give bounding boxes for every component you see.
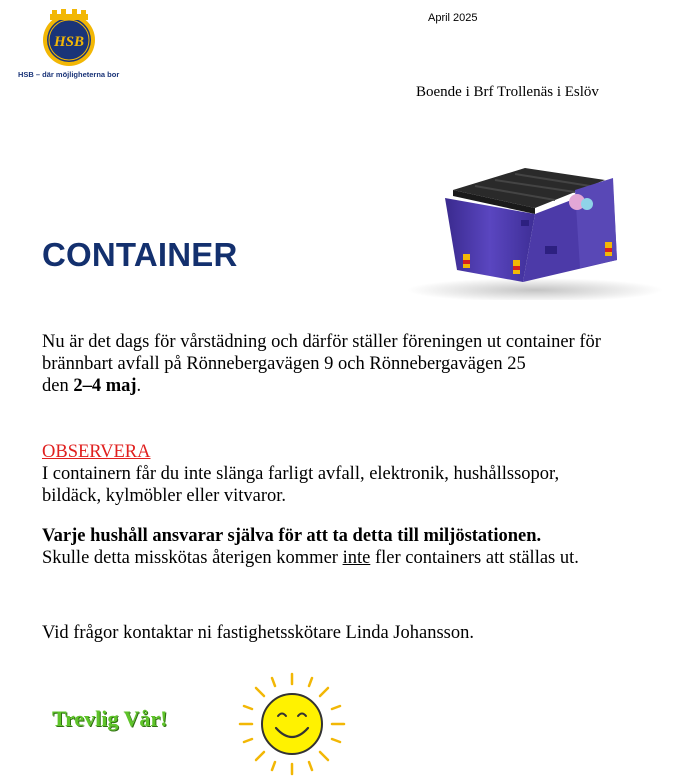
warning-suffix: fler containers att ställas ut. (370, 548, 579, 568)
intro-line-3-prefix: den (42, 376, 74, 396)
observera-line-2: bildäck, kylmöbler eller vitvaror. (42, 486, 287, 506)
responsibility-statement: Varje hushåll ansvarar själva för att ta detta till miljöstationen. (42, 526, 542, 546)
intro-paragraph (42, 331, 601, 397)
responsibility-section (42, 525, 579, 569)
intro-line-3-suffix: . (136, 376, 142, 396)
closing-greeting: Trevlig Vår! (52, 706, 168, 731)
warning-emphasis: inte (342, 548, 371, 568)
hsb-logo-icon (40, 8, 98, 68)
recipient: Boende i Brf Trollenäs i Eslöv (416, 84, 599, 100)
observera-label: OBSERVERA (42, 442, 151, 462)
intro-line-1: Nu är det dags för vårstädning och därför ställer föreningen ut container för (42, 332, 601, 352)
observera-section (42, 441, 559, 507)
smiling-sun-icon (236, 672, 348, 776)
logo-lettering: HSB (53, 34, 85, 50)
observera-line-1: I containern får du inte slänga farligt avfall, elektronik, hushållssopor, (42, 464, 560, 484)
intro-line-2: brännbart avfall på Rönnebergavägen 9 och Rönnebergavägen 25 (42, 354, 526, 374)
date: April 2025 (428, 12, 478, 24)
waste-container-icon (405, 150, 667, 300)
tagline: HSB – där möjligheterna bor (18, 70, 120, 79)
warning-prefix: Skulle detta misskötas återigen kommer (42, 548, 343, 568)
contact-line: Vid frågor kontaktar ni fastighetsskötare Linda Johansson. (42, 623, 474, 643)
page-title: CONTAINER (42, 236, 238, 273)
event-dates: 2–4 maj (73, 376, 137, 396)
